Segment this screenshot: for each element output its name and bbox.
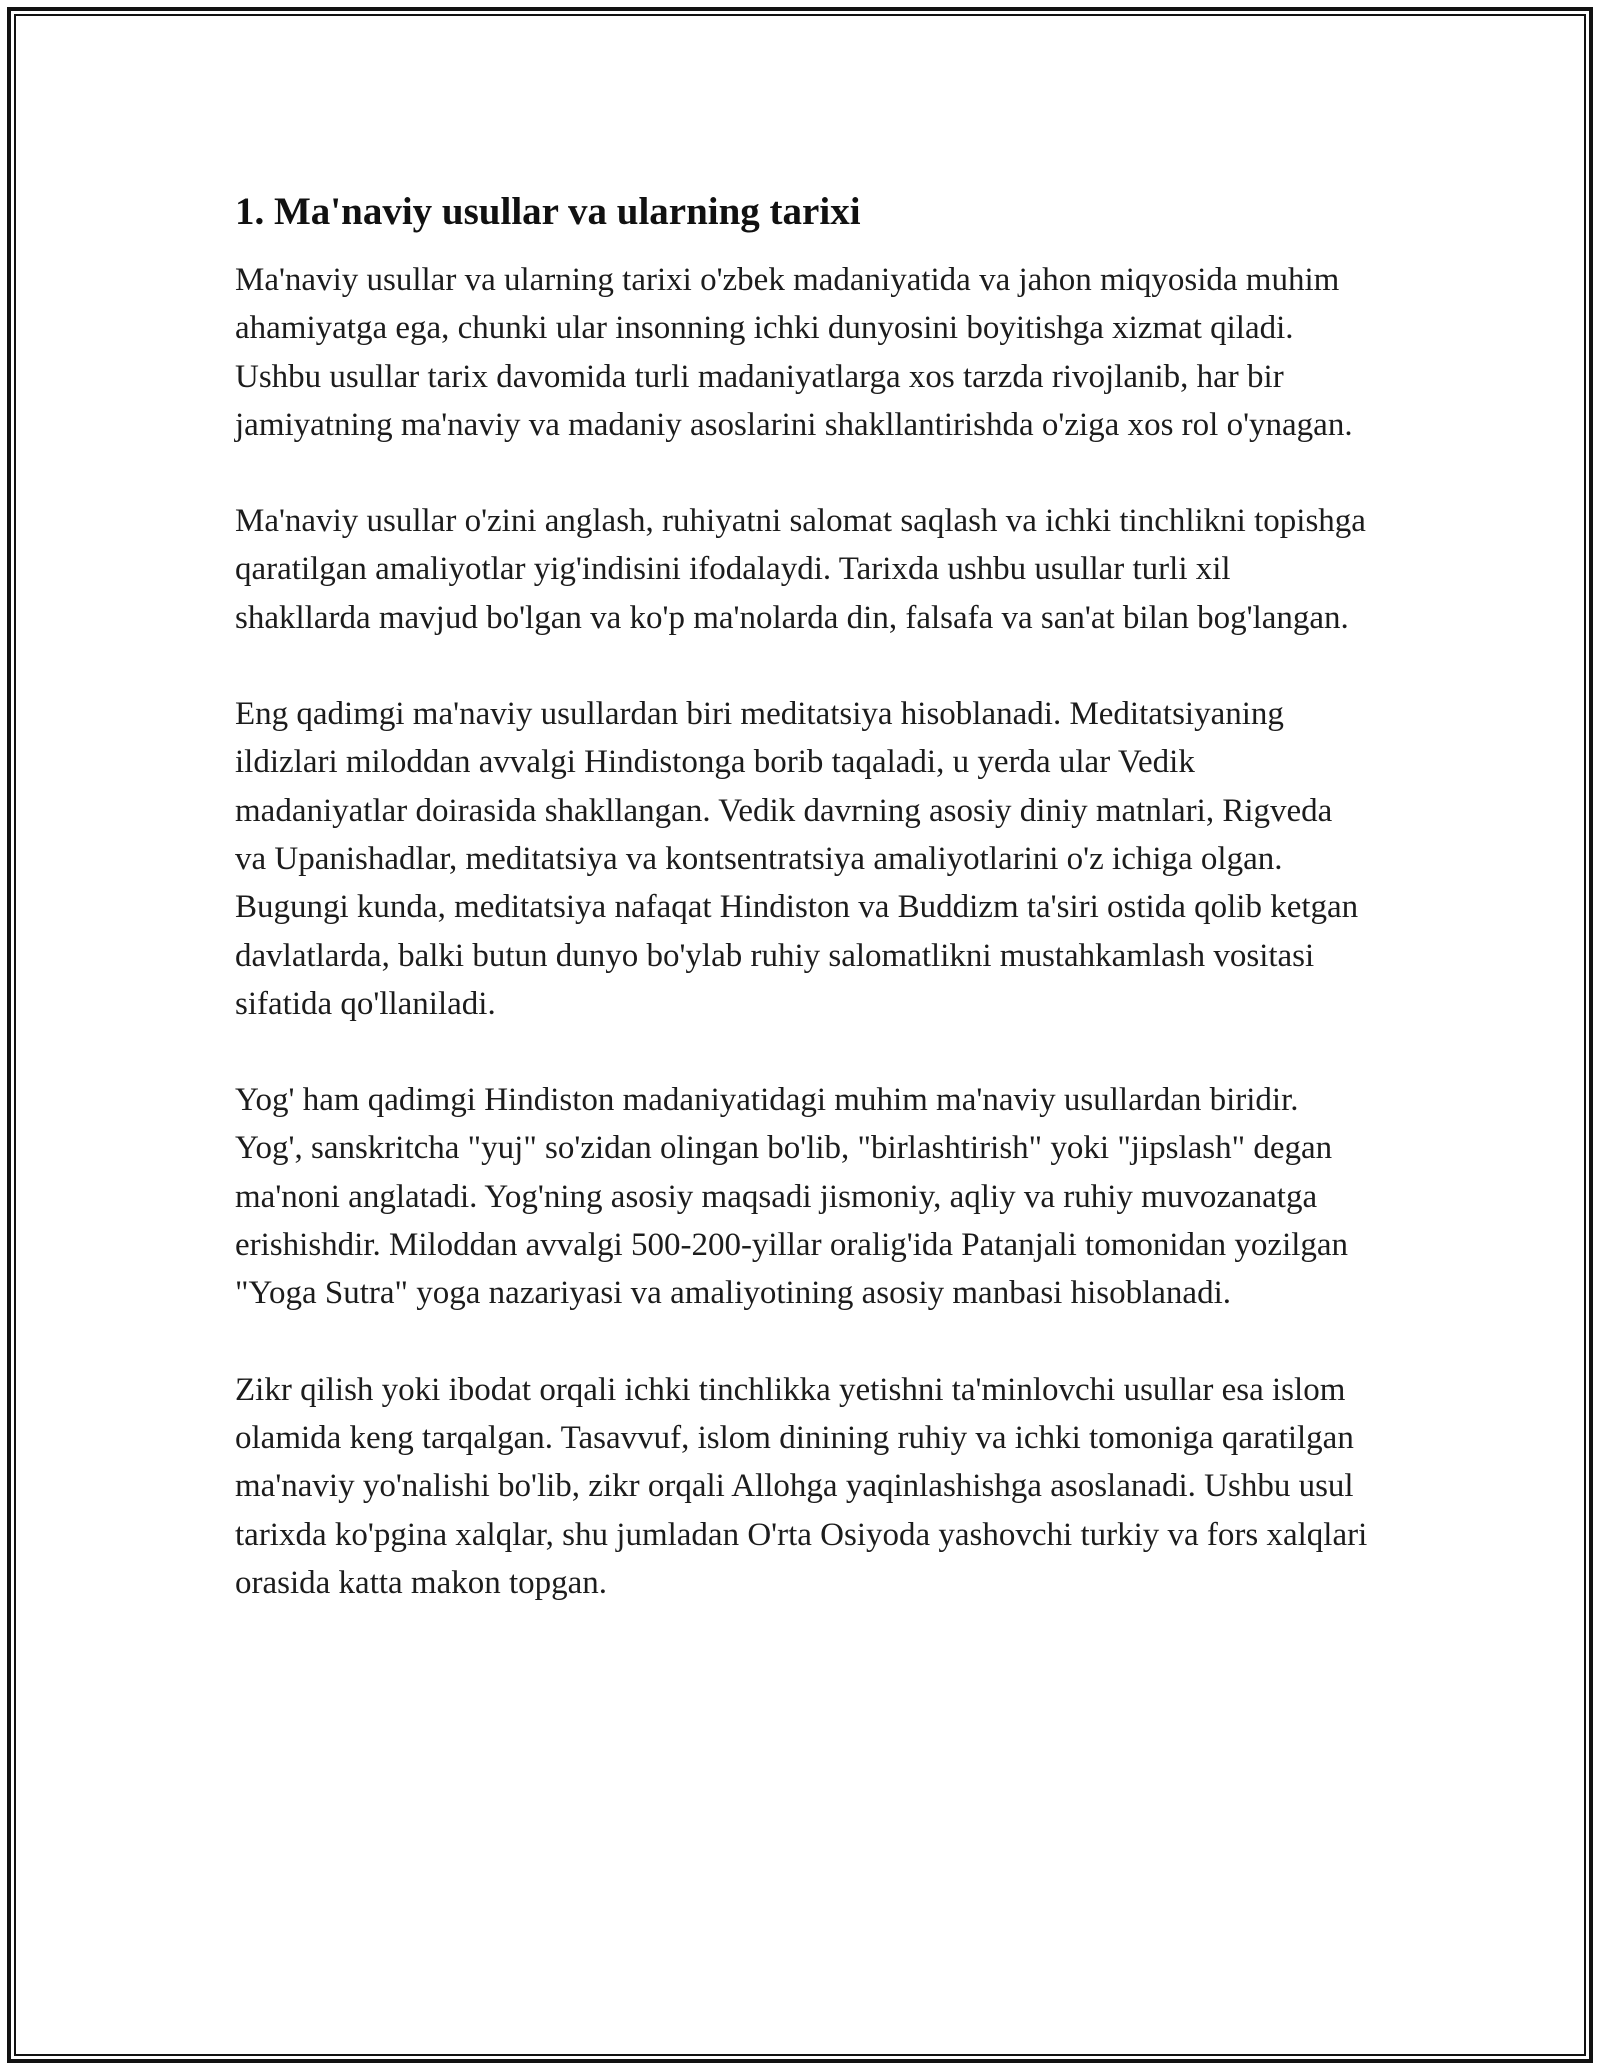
paragraph-definition: Ma'naviy usullar o'zini anglash, ruhiyatni salomat saqlash va ichki tinchlikni topishga qaratilgan amaliyotlar yig'indisini ifodalaydi. Tarixda ushbu usullar turli xil shakllarda mavjud bo'lgan va ko'p ma'nolarda din, falsafa va san'at bilan bog'langan.	[235, 503, 1366, 636]
section-title: 1. Ma'naviy usullar va ularning tarixi	[235, 190, 861, 233]
paragraph-intro: Ma'naviy usullar va ularning tarixi o'zbek madaniyatida va jahon miqyosida muhim ahamiyatga ega, chunki ular insonning ichki dunyosini boyitishga xizmat qiladi. Ushbu usullar tarix davomida turli madaniyatlarga xos tarzda rivojlanib, har bir jamiyatning ma'naviy va madaniy asoslarini shakllantirishda o'ziga xos rol o'ynagan.	[235, 262, 1353, 443]
paragraph-meditation: Eng qadimgi ma'naviy usullardan biri meditatsiya hisoblanadi. Meditatsiyaning ildizlari miloddan avvalgi Hindistonga borib taqaladi, u yerda ular Vedik madaniyatlar doirasida shakllangan. Vedik davrning asosiy diniy matnlari, Rigveda va Upanishadlar, meditatsiya va kontsentratsiya amaliyotlarini o'z ichiga olgan. Bugungi kunda, meditatsiya nafaqat Hindiston va Buddizm ta'siri ostida qolib ketgan davlatlarda, balki butun dunyo bo'ylab ruhiy salomatlikni mustahkamlash vositasi sifatida qo'llaniladi.	[235, 696, 1359, 1022]
paragraph-yoga: Yog' ham qadimgi Hindiston madaniyatidagi muhim ma'naviy usullardan biridir. Yog', sanskritcha "yuj" so'zidan olingan bo'lib, "birlashtirish" yoki "jipslash" degan ma'noni anglatadi. Yog'ning asosiy maqsadi jismoniy, aqliy va ruhiy muvozanatga erishishdir. Miloddan avvalgi 500-200-yillar oralig'ida Patanjali tomonidan yozilgan "Yoga Sutra" yoga nazariyasi va amaliyotining asosiy manbasi hisoblanadi.	[235, 1082, 1349, 1312]
document-body	[235, 186, 1370, 1655]
paragraph-zikr: Zikr qilish yoki ibodat orqali ichki tinchlikka yetishni ta'minlovchi usullar esa islom olamida keng tarqalgan. Tasavvuf, islom dinining ruhiy va ichki tomoniga qaratilgan ma'naviy yo'nalishi bo'lib, zikr orqali Allohga yaqinlashishga asoslanadi. Ushbu usul tarixda ko'pgina xalqlar, shu jumladan O'rta Osiyoda yashovchi turkiy va fors xalqlari orasida katta makon topgan.	[235, 1371, 1368, 1601]
